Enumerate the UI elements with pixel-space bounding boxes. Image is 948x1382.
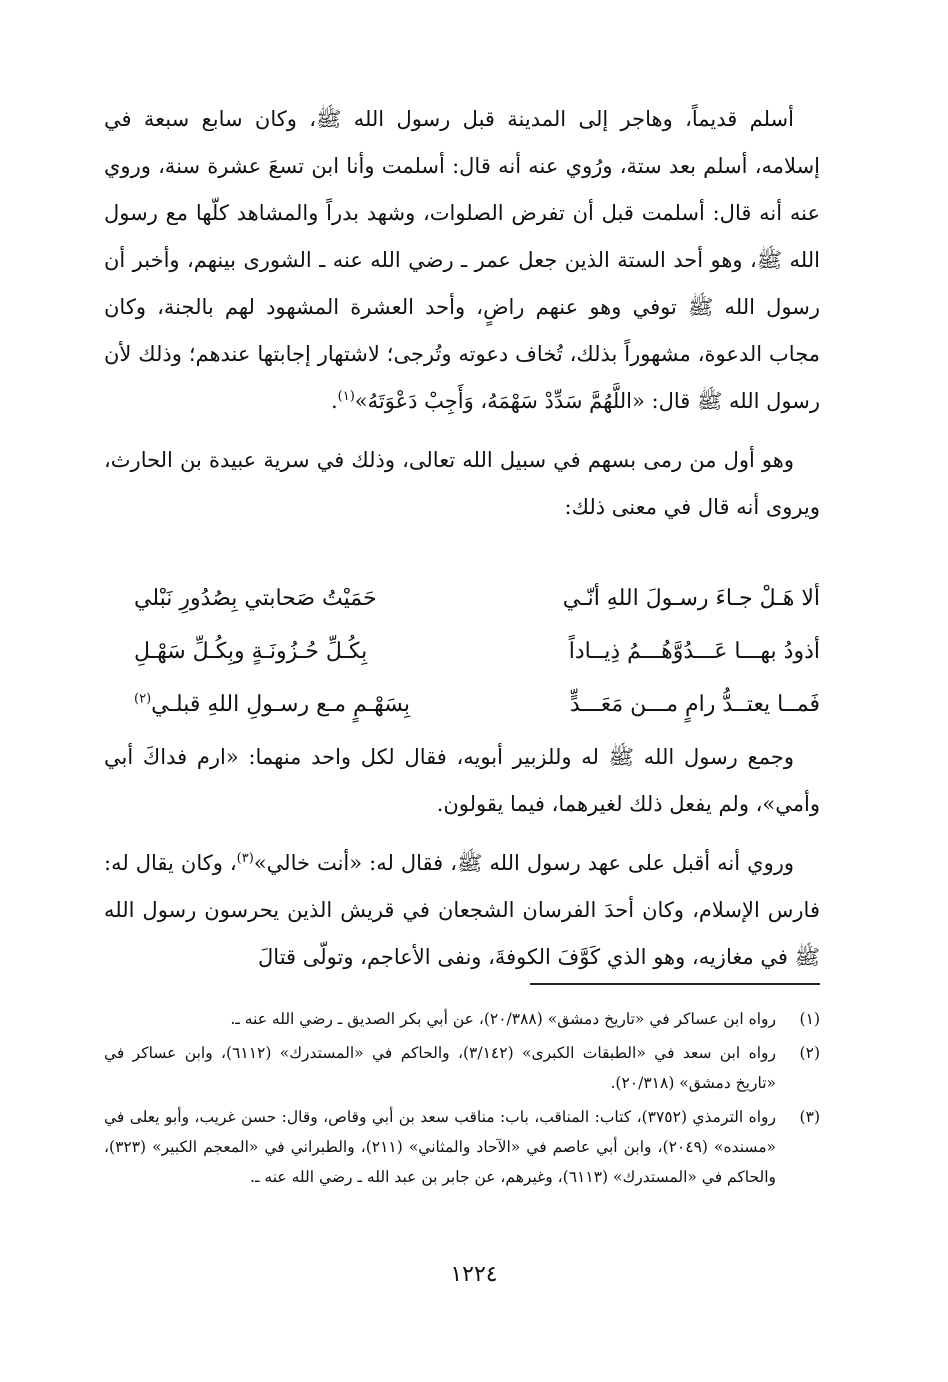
main-text-lower xyxy=(104,734,820,981)
footnote-text: رواه ابن سعد في «الطبقات الكبرى» (٣/١٤٢)، والحاكم في «المستدرك» (٦١١٢)، وابن عساكر في «تاريخ دمشق» (٢٠/٣١٨). xyxy=(104,1044,776,1092)
poem-verse xyxy=(104,625,820,678)
poem-hemistich-second: حَمَيْتُ صَحابتي بِصُدُورِ نَبْلي xyxy=(134,586,377,611)
poem-hemistich-first: أذودُ بهـــا عَـــدُوَّهُـــمُ ذِيــاداً xyxy=(568,639,820,664)
footnotes xyxy=(104,1004,820,1196)
footnote-number: (٢) xyxy=(799,1044,820,1062)
main-text-upper xyxy=(104,96,820,531)
footnote-ref-2[interactable]: (٢) xyxy=(134,691,152,707)
poem-verse xyxy=(104,678,820,731)
footnote-text: رواه ابن عساكر في «تاريخ دمشق» (٢٠/٣٨٨)، عن أبي بكر الصديق ـ رضي الله عنه ـ. xyxy=(230,1010,776,1028)
poem-hemistich-first: ألا هَـلْ جـاءَ رسـولَ اللهِ أنّـي xyxy=(562,586,820,611)
poem-hemistich-second xyxy=(104,678,464,731)
footnote-2 xyxy=(104,1038,820,1098)
footnote-3 xyxy=(104,1102,820,1192)
poem-hemistich-first: فَمــا يعتــدُّ رامٍ مـــن مَعَـــدٍّ xyxy=(569,692,820,717)
paragraph-1 xyxy=(104,96,820,425)
paragraph-3: وجمع رسول الله ﷺ له وللزبير أبويه، فقال لكل واحد منهما: «ارم فداكَ أبي وأمي»، ولم يفعل ذلك لغيرهما، فيما يقولون. xyxy=(104,745,820,816)
paragraph-1-text: أسلم قديماً، وهاجر إلى المدينة قبل رسول الله ﷺ، وكان سابع سبعة في إسلامه، أسلم بعد ستة، ورُوي عنه أنه قال: أسلمت وأنا ابن تسعَ عشرة سنة، وروي عنه أنه قال: أسلمت قبل أن تفرض الصلوات، وشهد بدراً والمشاهد كلّها مع رسول الله ﷺ، وهو أحد الستة الذين جعل عمر ـ رضي الله عنه ـ الشورى بينهم، وأخبر أن رسول الله ﷺ توفي وهو عنهم راضٍ، وأحد العشرة المشهود لهم بالجنة، وكان مجاب الدعوة، مشهوراً بذلك، تُخاف دعوته وتُرجى؛ لاشتهار إجابتها عندهم؛ وذلك لأن رسول الله ﷺ قال: «اللَّهُمَّ سَدِّدْ سَهْمَهُ، وَأَجِبْ دَعْوَتَهُ» xyxy=(104,107,820,413)
paragraph-1-end: . xyxy=(330,389,338,413)
footnote-1 xyxy=(104,1004,820,1034)
footnote-number: (١) xyxy=(799,1010,820,1028)
footnote-ref-1[interactable]: (١) xyxy=(337,389,355,404)
footnote-text: رواه الترمذي (٣٧٥٢)، كتاب: المناقب، باب: مناقب سعد بن أبي وقاص، وقال: حسن غريب، وأبو يعلى في «مسنده» (٢٠٤٩)، وابن أبي عاصم في «الآحاد والمثاني» (٢١١)، والطبراني في «المعجم الكبير» (٣٢٣)، والحاكم في «المستدرك» (٦١١٣)، وغيرهم، عن جابر بن عبد الله ـ رضي الله عنه ـ. xyxy=(104,1108,776,1186)
footnote-number: (٣) xyxy=(799,1108,820,1126)
poem-hemistich-second-text: بِسَهْـمٍ مـع رسـولِ اللهِ قبلـي xyxy=(151,692,410,717)
poem-verse xyxy=(104,572,820,625)
page-number: ١٢٢٤ xyxy=(450,1262,498,1287)
paragraph-4 xyxy=(104,840,820,981)
paragraph-4-rest: ، وكان يقال له: فارس الإسلام، وكان أحدَ الفرسان الشجعان في قريش الذين يحرسون رسول الله ﷺ في مغازيه، وهو الذي كَوَّفَ الكوفةَ، ونفى الأعاجم، وتولّى قتالَ xyxy=(104,851,820,969)
paragraph-2: وهو أول من رمى بسهم في سبيل الله تعالى، وذلك في سرية عبيدة بن الحارث، ويروى أنه قال في معنى ذلك: xyxy=(104,448,820,519)
paragraph-4-start: وروي أنه أقبل على عهد رسول الله ﷺ، فقال له: «أنت خالي» xyxy=(253,851,794,875)
poem-hemistich-second: بِكُـلِّ حُـزُونَـةٍ وبِكُـلِّ سَهْـلِ xyxy=(134,639,368,664)
poem xyxy=(104,572,820,731)
footnote-separator xyxy=(530,983,820,985)
footnote-ref-3[interactable]: (٣) xyxy=(236,851,254,866)
